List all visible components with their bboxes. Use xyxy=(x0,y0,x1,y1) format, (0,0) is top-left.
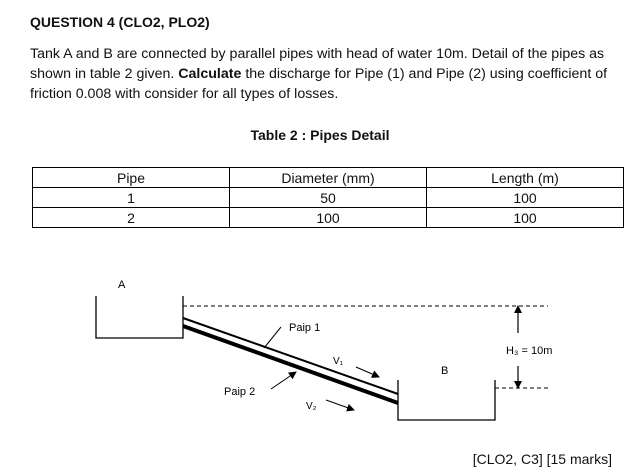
table-cell-length: 100 xyxy=(427,188,624,208)
v1-label: V₁ xyxy=(333,356,344,367)
table-caption: Table 2 : Pipes Detail xyxy=(250,127,390,143)
pipe-2-label: Paip 2 xyxy=(224,386,256,398)
question-text-part2: the discharge for Pipe (1) and Pipe (2) using coefficient of friction 0.008 with consider for all types of losses. xyxy=(30,66,608,102)
pipe-1-label: Paip 1 xyxy=(289,322,321,334)
table-cell-pipe: 2 xyxy=(33,208,230,228)
table-cell-diameter: 100 xyxy=(230,208,427,228)
marks-label: [CLO2, C3] [15 marks] xyxy=(472,451,612,467)
table-cell-length: 100 xyxy=(427,208,624,228)
v2-arrow xyxy=(326,400,354,410)
question-text-bold: Calculate xyxy=(178,66,242,82)
pipe-diagram xyxy=(0,270,640,445)
question-heading: QUESTION 4 (CLO2, PLO2) xyxy=(30,14,210,30)
pipe-1-leader xyxy=(264,327,281,348)
question-text-part1: Tank A and B are connected by parallel pipes with head of water 10m. Detail of the pipes as shown in table 2 given. xyxy=(30,46,605,82)
header-pipe: Pipe xyxy=(33,168,230,188)
table-row xyxy=(33,188,624,208)
tank-b-label: B xyxy=(441,365,449,377)
pipe-2-leader xyxy=(271,372,296,389)
pipe-2 xyxy=(183,326,398,403)
tank-a xyxy=(96,296,183,338)
tank-a-label: A xyxy=(118,279,126,291)
table-cell-diameter: 50 xyxy=(230,188,427,208)
table-header-row xyxy=(33,168,624,188)
v2-label: V₂ xyxy=(306,401,317,412)
v1-arrow xyxy=(356,367,379,377)
header-diameter: Diameter (mm) xyxy=(230,168,427,188)
pipes-table xyxy=(32,167,624,228)
tank-b xyxy=(398,380,495,420)
table-cell-pipe: 1 xyxy=(33,188,230,208)
head-label: H₃ = 10m xyxy=(506,345,553,357)
table-row xyxy=(33,208,624,228)
question-text xyxy=(30,44,625,104)
header-length: Length (m) xyxy=(427,168,624,188)
